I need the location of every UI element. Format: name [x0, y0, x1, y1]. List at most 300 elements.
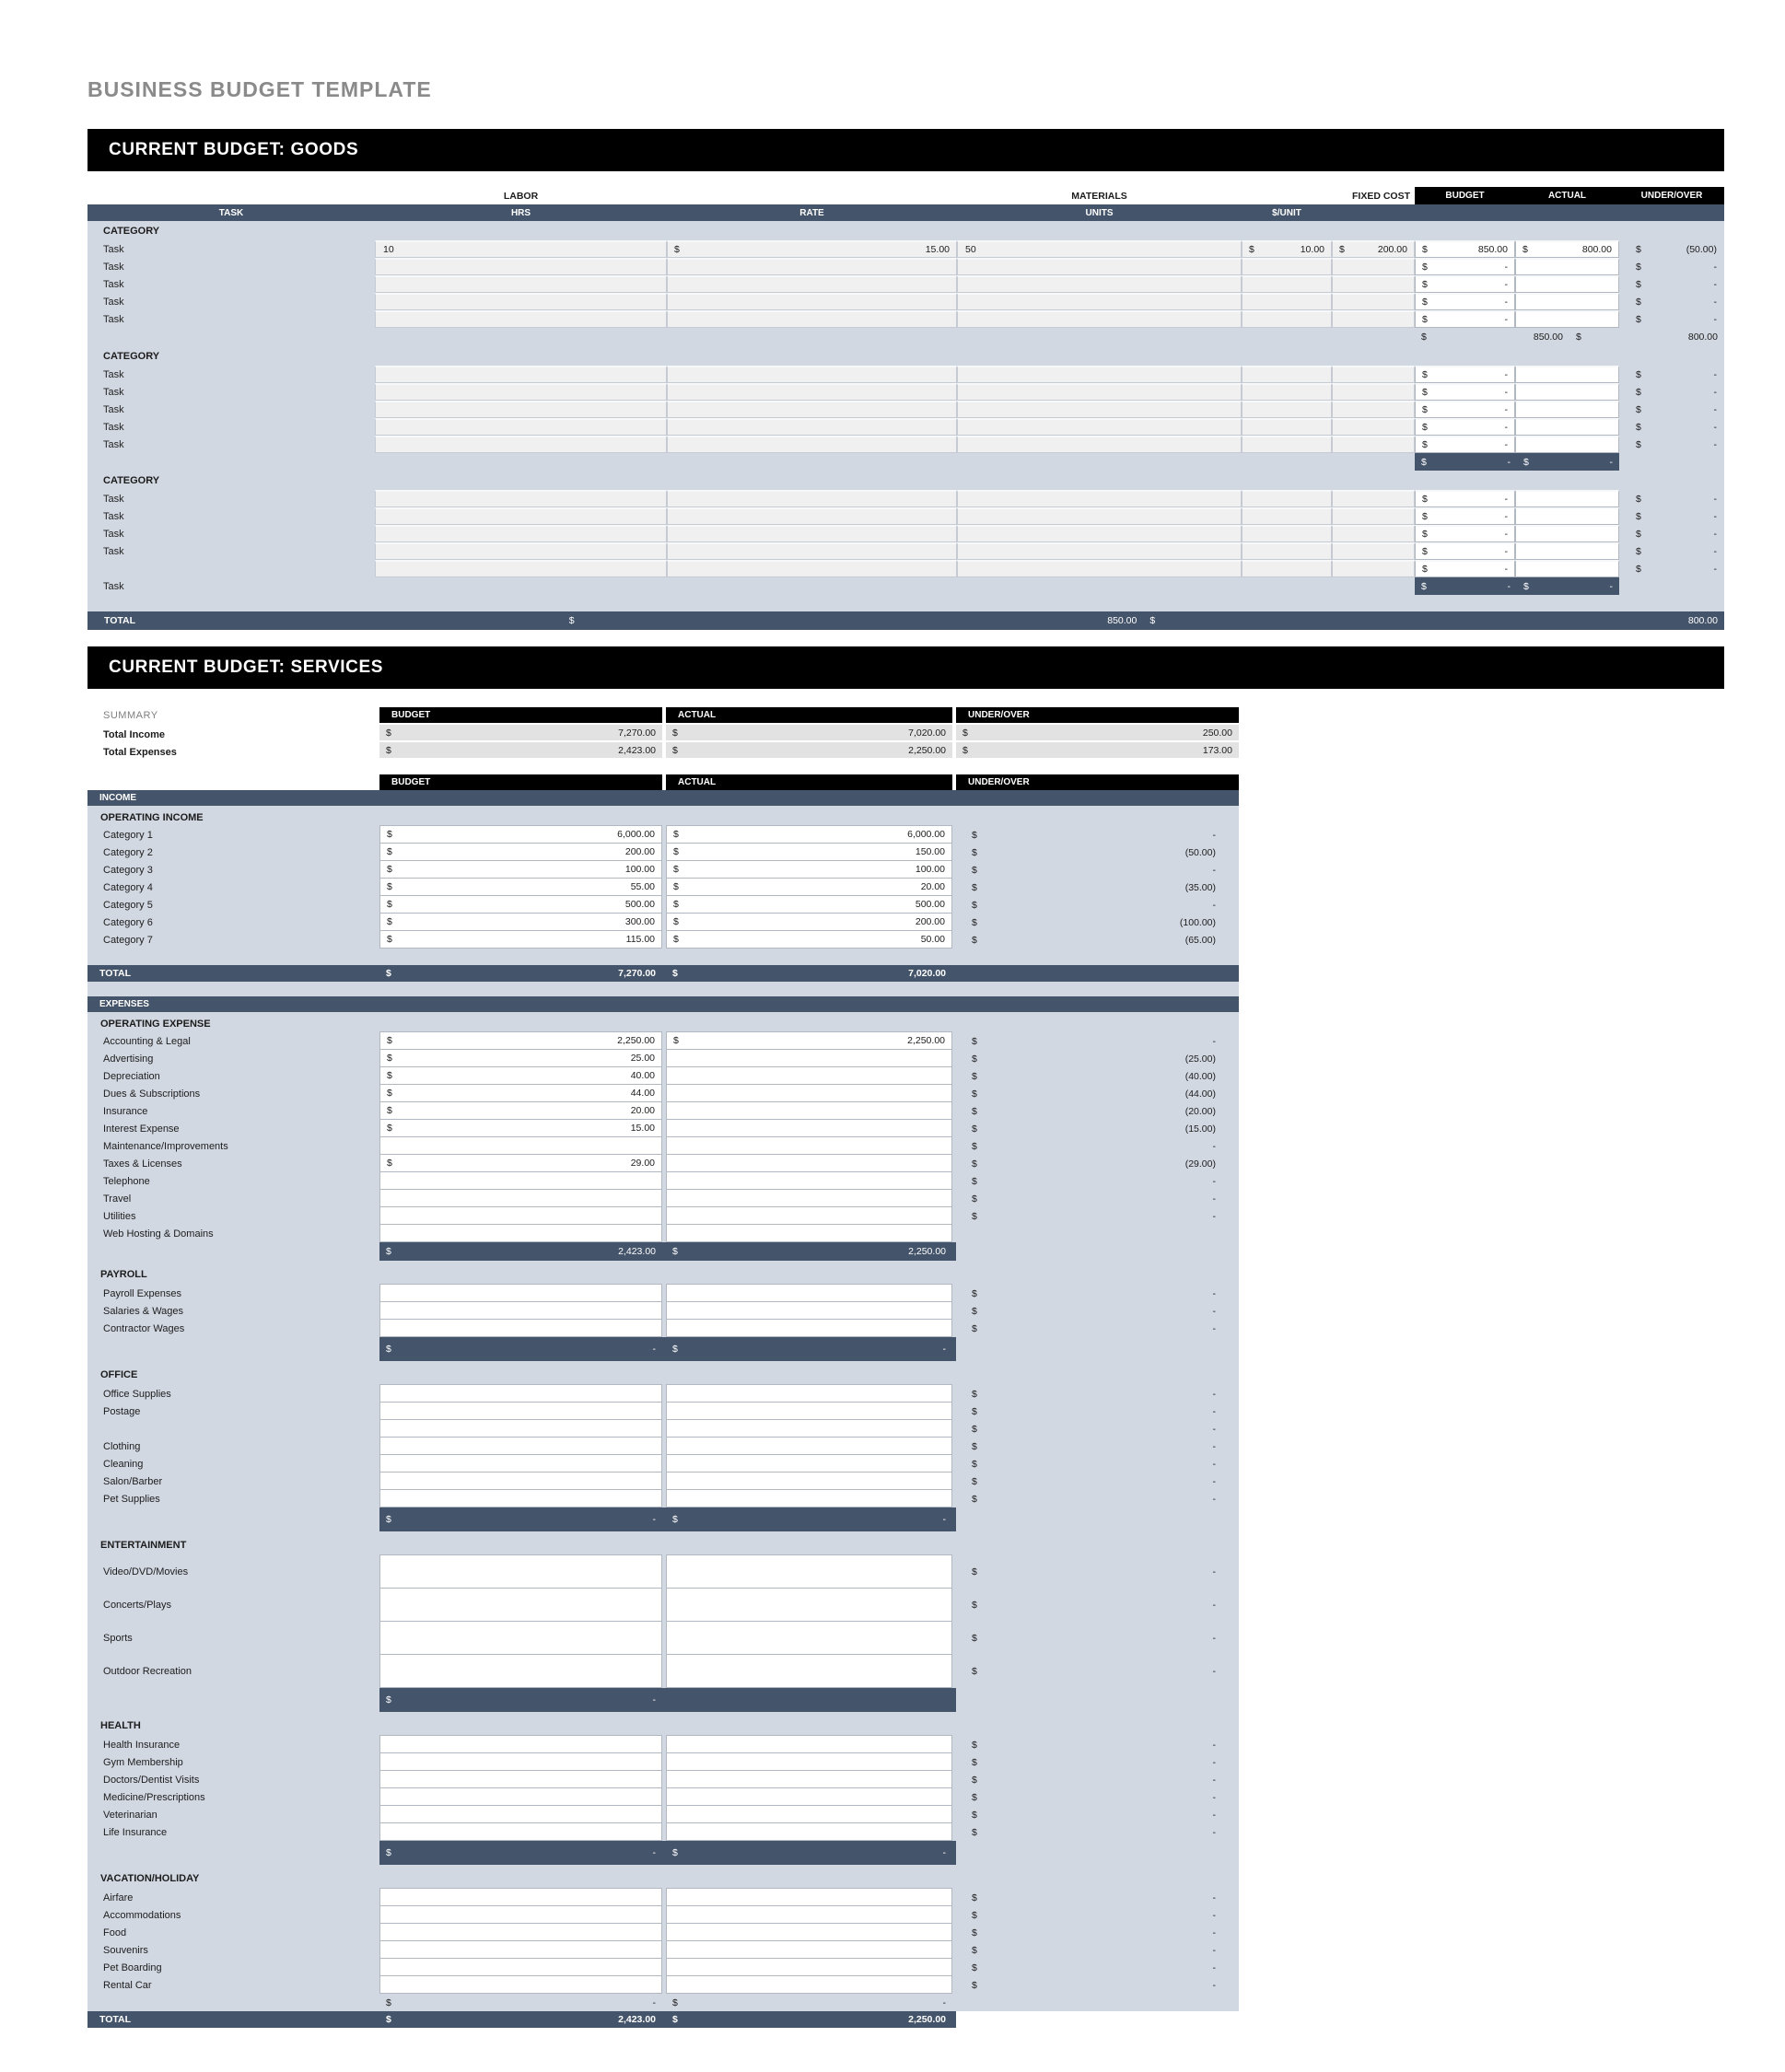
fixed-cost-cell[interactable]	[1332, 542, 1415, 560]
budget-cell[interactable]	[379, 1554, 662, 1589]
total-income-under-over-cell[interactable]	[956, 725, 1239, 740]
unit-cost-cell[interactable]	[1242, 293, 1332, 310]
budget-cell[interactable]	[379, 1189, 662, 1207]
goods-task-row	[88, 240, 1724, 258]
spacer	[667, 187, 957, 204]
rate-cell[interactable]	[667, 240, 957, 258]
actual-cell[interactable]	[666, 860, 952, 879]
row-label: Office Supplies	[103, 1388, 171, 1400]
unit-cost-cell[interactable]	[1242, 310, 1332, 328]
units-cell[interactable]	[957, 293, 1242, 310]
under-over-cell	[1619, 418, 1724, 436]
hrs-cell[interactable]	[375, 310, 667, 328]
unit-cost-cell[interactable]	[1242, 525, 1332, 542]
actual-cell[interactable]	[1515, 240, 1619, 258]
budget-cell[interactable]	[379, 1752, 662, 1771]
under-over-value: (15.00)	[1184, 1123, 1216, 1135]
actual-cell[interactable]	[666, 843, 952, 861]
unit-cost-cell[interactable]	[1242, 490, 1332, 507]
under-over-value: -	[1713, 438, 1717, 450]
actual-cell[interactable]	[1515, 525, 1619, 542]
budget-cell[interactable]	[1415, 525, 1515, 542]
fixed-cost-cell[interactable]	[1332, 507, 1415, 525]
under-over-value: (20.00)	[1184, 1105, 1216, 1117]
actual-cell[interactable]	[666, 878, 952, 896]
actual-cell[interactable]	[666, 1472, 952, 1490]
under-over-value: -	[1212, 864, 1216, 876]
actual-cell[interactable]	[666, 1301, 952, 1320]
hrs-cell[interactable]	[375, 542, 667, 560]
budget-cell[interactable]	[379, 1654, 662, 1688]
budget-cell[interactable]	[379, 1301, 662, 1320]
budget-cell[interactable]	[379, 1787, 662, 1806]
budget-cell[interactable]	[1415, 542, 1515, 560]
group-subtotal-actual	[666, 1841, 952, 1865]
task-label: Task	[103, 403, 124, 415]
actual-cell[interactable]	[666, 1621, 952, 1655]
service-row	[88, 1788, 1239, 1806]
budget-cell[interactable]	[379, 1084, 662, 1102]
actual-cell[interactable]	[666, 1119, 952, 1137]
budget-cell[interactable]	[379, 860, 662, 879]
goods-task-row	[88, 542, 1724, 560]
under-over-value: -	[1212, 1475, 1216, 1487]
actual-cell[interactable]	[666, 1554, 952, 1589]
row-label: Interest Expense	[103, 1123, 180, 1135]
budget-cell[interactable]	[379, 825, 662, 844]
rate-column-header: RATE	[799, 207, 824, 218]
actual-cell[interactable]	[666, 1735, 952, 1753]
budget-cell[interactable]	[379, 1454, 662, 1473]
budget-cell[interactable]	[379, 1031, 662, 1050]
units-cell[interactable]	[957, 418, 1242, 436]
goods-task-row	[88, 401, 1724, 418]
units-cell[interactable]	[957, 258, 1242, 275]
under-over-cell	[956, 1207, 1239, 1225]
service-row	[88, 914, 1239, 931]
fixed-cost-cell[interactable]	[1332, 436, 1415, 453]
budget-cell[interactable]	[379, 1319, 662, 1337]
subtotal-actual	[1517, 453, 1619, 471]
actual-cell[interactable]	[666, 1454, 952, 1473]
actual-cell[interactable]	[666, 1770, 952, 1788]
actual-cell[interactable]	[666, 1154, 952, 1172]
budget-cell[interactable]	[379, 1419, 662, 1438]
budget-cell[interactable]	[379, 1049, 662, 1067]
rate-cell[interactable]	[667, 383, 957, 401]
group-subtotal-actual-value: -	[942, 1344, 946, 1355]
budget-cell[interactable]	[379, 1402, 662, 1420]
actual-cell[interactable]	[666, 1489, 952, 1507]
unit-cost-cell[interactable]	[1242, 258, 1332, 275]
subtotal-budget-value: -	[1507, 580, 1511, 592]
actual-cell[interactable]	[666, 1066, 952, 1085]
hrs-cell[interactable]	[375, 418, 667, 436]
dollar-sign: $	[386, 727, 391, 739]
dollar-sign: $	[972, 1600, 977, 1611]
under-over-cell	[956, 1285, 1239, 1302]
actual-cell[interactable]	[1515, 310, 1619, 328]
task-label: Task	[103, 296, 124, 308]
total-income-actual-cell[interactable]	[666, 725, 952, 740]
units-cell[interactable]	[957, 542, 1242, 560]
units-cell[interactable]	[957, 240, 1242, 258]
budget-cell[interactable]	[1415, 293, 1515, 310]
under-over-cell	[1619, 366, 1724, 383]
materials-group-label: MATERIALS	[1071, 190, 1127, 202]
rate-cell[interactable]	[667, 366, 957, 383]
actual-cell[interactable]	[1515, 490, 1619, 507]
dollar-sign: $	[1636, 386, 1641, 398]
summary-budget-header: BUDGET	[379, 707, 662, 723]
dollar-sign: $	[972, 864, 977, 876]
actual-cell[interactable]	[666, 1384, 952, 1403]
actual-cell[interactable]	[1515, 507, 1619, 525]
hrs-cell[interactable]	[375, 525, 667, 542]
actual-cell[interactable]	[1515, 258, 1619, 275]
actual-cell[interactable]	[666, 1923, 952, 1941]
rate-cell[interactable]	[667, 418, 957, 436]
rate-cell[interactable]	[667, 275, 957, 293]
budget-value: 115.00	[625, 934, 655, 945]
rate-cell[interactable]	[667, 436, 957, 453]
actual-cell[interactable]	[1515, 401, 1619, 418]
row-label: Rental Car	[103, 1979, 152, 1991]
budget-cell[interactable]	[379, 1940, 662, 1959]
budget-cell[interactable]	[379, 1224, 662, 1242]
budget-cell[interactable]	[379, 1805, 662, 1823]
unit-cost-cell[interactable]	[1242, 418, 1332, 436]
budget-cell[interactable]	[1415, 258, 1515, 275]
category-subtotal-row	[88, 328, 1724, 346]
budget-cell[interactable]	[379, 1437, 662, 1455]
actual-cell[interactable]	[666, 825, 952, 844]
actual-cell[interactable]	[666, 1822, 952, 1841]
rate-cell[interactable]	[667, 401, 957, 418]
actual-cell[interactable]	[666, 1975, 952, 1994]
under-over-cell	[956, 1320, 1239, 1337]
budget-cell[interactable]	[379, 1472, 662, 1490]
units-cell[interactable]	[957, 560, 1242, 577]
units-cell[interactable]	[957, 383, 1242, 401]
under-over	[1619, 422, 1724, 433]
actual-cell[interactable]	[1515, 436, 1619, 453]
budget-cell[interactable]	[1415, 401, 1515, 418]
actual-cell[interactable]	[1515, 383, 1619, 401]
row-label: Pet Boarding	[103, 1961, 162, 1973]
fixed-cost-cell[interactable]	[1332, 418, 1415, 436]
budget-cell[interactable]	[1415, 366, 1515, 383]
budget-value: 15.00	[630, 1123, 655, 1134]
rate-value: 15.00	[925, 244, 950, 255]
under-over-cell	[956, 1172, 1239, 1190]
budget-cell[interactable]	[379, 1489, 662, 1507]
service-row	[88, 1924, 1239, 1941]
actual-cell[interactable]	[666, 1787, 952, 1806]
budget-cell[interactable]	[1415, 418, 1515, 436]
dollar-sign: $	[972, 1305, 977, 1317]
units-cell[interactable]	[957, 310, 1242, 328]
row-label: Utilities	[103, 1210, 136, 1222]
hrs-cell[interactable]	[375, 258, 667, 275]
unit-cost-cell[interactable]	[1242, 401, 1332, 418]
unit-cost-cell[interactable]	[1242, 383, 1332, 401]
expense-group-label: OPERATING EXPENSE	[100, 1019, 211, 1030]
service-row	[88, 1102, 1239, 1120]
fixed-cost-cell[interactable]	[1332, 258, 1415, 275]
budget-cell[interactable]	[379, 1384, 662, 1403]
actual-cell[interactable]	[666, 1419, 952, 1438]
actual-cell[interactable]	[666, 1402, 952, 1420]
dollar-sign: $	[387, 881, 392, 892]
budget	[380, 861, 661, 878]
income-total-row-label: TOTAL	[99, 968, 132, 979]
budget-cell[interactable]	[379, 1588, 662, 1622]
unit-cost-cell[interactable]	[1242, 542, 1332, 560]
under-over-cell	[956, 1753, 1239, 1771]
dollar-sign: $	[1422, 494, 1428, 505]
actual-cell[interactable]	[666, 913, 952, 931]
budget-cell[interactable]	[379, 1284, 662, 1302]
dollar-sign: $	[972, 1458, 977, 1470]
budget-cell[interactable]	[1415, 490, 1515, 507]
budget-cell[interactable]	[379, 913, 662, 931]
under-over-cell	[956, 1032, 1239, 1050]
actual-cell[interactable]	[666, 1905, 952, 1924]
hrs-cell[interactable]	[375, 490, 667, 507]
budget-value: -	[1504, 387, 1508, 398]
fixed-cost-cell[interactable]	[1332, 275, 1415, 293]
actual-cell[interactable]	[1515, 542, 1619, 560]
budget-cell[interactable]	[379, 1822, 662, 1841]
budget-cell[interactable]	[379, 1958, 662, 1976]
budget-cell[interactable]	[1415, 240, 1515, 258]
row-label: Outdoor Recreation	[103, 1666, 192, 1677]
income-total-row-budget	[379, 965, 662, 982]
rate-cell[interactable]	[667, 310, 957, 328]
hrs-cell[interactable]	[375, 240, 667, 258]
actual-cell[interactable]	[666, 1206, 952, 1225]
dollar-sign: $	[673, 934, 679, 945]
actual-cell[interactable]	[1515, 293, 1619, 310]
service-row	[88, 1438, 1239, 1455]
actual-cell[interactable]	[666, 1958, 952, 1976]
hrs-cell[interactable]	[375, 275, 667, 293]
budget-cell[interactable]	[379, 930, 662, 949]
unit-cost-cell[interactable]	[1242, 366, 1332, 383]
actual-cell[interactable]	[666, 1888, 952, 1906]
budget-cell[interactable]	[379, 1905, 662, 1924]
actual-cell[interactable]	[666, 1101, 952, 1120]
row-label: Life Insurance	[103, 1826, 168, 1838]
dollar-sign: $	[387, 829, 392, 840]
unit-cost-cell[interactable]	[1242, 560, 1332, 577]
actual-cell[interactable]	[666, 1136, 952, 1155]
budget-cell[interactable]	[379, 1975, 662, 1994]
service-row	[88, 861, 1239, 879]
actual-cell[interactable]	[666, 1940, 952, 1959]
hrs-cell[interactable]	[375, 560, 667, 577]
actual-cell[interactable]	[666, 1752, 952, 1771]
row-label: Gym Membership	[103, 1756, 183, 1768]
actual-cell[interactable]	[1515, 560, 1619, 577]
service-row	[88, 1941, 1239, 1959]
budget-cell[interactable]	[1415, 436, 1515, 453]
budget-cell[interactable]	[379, 1101, 662, 1120]
dollar-sign: $	[1422, 422, 1428, 433]
hrs-column-header: HRS	[510, 207, 531, 218]
dollar-sign: $	[672, 1246, 678, 1257]
fixed-cost-cell[interactable]	[1332, 383, 1415, 401]
dollar-sign: $	[972, 1035, 977, 1047]
hrs-cell[interactable]	[375, 401, 667, 418]
budget-cell[interactable]	[379, 895, 662, 914]
total-expenses-under-over-cell[interactable]	[956, 742, 1239, 758]
actual-cell[interactable]	[666, 1588, 952, 1622]
goods-task-row	[88, 436, 1724, 453]
group-subtotal-budget	[379, 1688, 662, 1712]
fixed-cost-cell[interactable]	[1332, 560, 1415, 577]
dollar-sign: $	[387, 899, 392, 910]
under-over-cell	[1619, 542, 1724, 560]
under-over-value: -	[1212, 1961, 1216, 1973]
actual-cell[interactable]	[666, 895, 952, 914]
under-over-value: -	[1212, 1666, 1216, 1677]
actual-cell[interactable]	[666, 1031, 952, 1050]
fixed-cost-cell[interactable]	[1332, 401, 1415, 418]
units-cell[interactable]	[957, 507, 1242, 525]
units-cell[interactable]	[957, 525, 1242, 542]
dollar-sign: $	[673, 846, 679, 857]
rate-cell[interactable]	[667, 490, 957, 507]
actual-cell[interactable]	[666, 1284, 952, 1302]
rate-cell[interactable]	[667, 507, 957, 525]
budget-cell[interactable]	[379, 1888, 662, 1906]
budget-cell[interactable]	[379, 1923, 662, 1941]
service-row	[88, 1032, 1239, 1050]
budget-cell[interactable]	[1415, 507, 1515, 525]
hrs-cell[interactable]	[375, 507, 667, 525]
fixed-cost-cell[interactable]	[1332, 490, 1415, 507]
actual-cell[interactable]	[666, 1189, 952, 1207]
budget-cell[interactable]	[379, 1066, 662, 1085]
under-over	[1619, 494, 1724, 505]
units-cell[interactable]	[957, 366, 1242, 383]
fixed-cost-cell[interactable]	[1332, 240, 1415, 258]
actual-cell[interactable]	[666, 1319, 952, 1337]
actual-cell[interactable]	[666, 1654, 952, 1688]
category-subtotal-row	[88, 453, 1724, 471]
unit-cost-cell[interactable]	[1242, 275, 1332, 293]
budget-cell[interactable]	[1415, 383, 1515, 401]
spacer	[88, 982, 1239, 996]
rate-cell[interactable]	[667, 560, 957, 577]
actual-cell[interactable]	[666, 1437, 952, 1455]
hrs-cell[interactable]	[375, 436, 667, 453]
under-over	[1619, 314, 1724, 325]
budget-cell[interactable]	[379, 1136, 662, 1155]
budget-cell[interactable]	[1415, 275, 1515, 293]
actual-cell[interactable]	[1515, 275, 1619, 293]
fixed-cost-cell[interactable]	[1332, 366, 1415, 383]
total-expenses-actual-cell[interactable]	[666, 742, 952, 758]
budget-cell[interactable]	[379, 878, 662, 896]
under-over-cell	[956, 826, 1239, 844]
actual-cell[interactable]	[1515, 366, 1619, 383]
budget-value: 25.00	[630, 1053, 655, 1064]
units-cell[interactable]	[957, 436, 1242, 453]
total-expenses-budget-cell[interactable]	[379, 742, 662, 758]
rate-cell[interactable]	[667, 293, 957, 310]
actual-cell[interactable]	[666, 930, 952, 949]
rate-cell[interactable]	[667, 258, 957, 275]
budget-cell[interactable]	[379, 1770, 662, 1788]
actual-cell[interactable]	[666, 1049, 952, 1067]
unit-cost-cell[interactable]	[1242, 507, 1332, 525]
actual-cell[interactable]	[1515, 418, 1619, 436]
dollar-sign: $	[387, 1070, 392, 1081]
group-subtotal-budget	[379, 1994, 662, 2011]
budget	[1416, 262, 1514, 273]
fixed-cost-cell[interactable]	[1332, 310, 1415, 328]
service-row	[88, 1906, 1239, 1924]
unit-cost-cell[interactable]	[1242, 240, 1332, 258]
budget-cell[interactable]	[379, 1206, 662, 1225]
hrs-cell[interactable]	[375, 366, 667, 383]
fixed-cost-cell[interactable]	[1332, 293, 1415, 310]
fixed-cost-cell[interactable]	[1332, 525, 1415, 542]
hrs-cell[interactable]	[375, 293, 667, 310]
actual-cell[interactable]	[666, 1805, 952, 1823]
budget-cell[interactable]	[379, 1154, 662, 1172]
under-over-cell	[956, 1490, 1239, 1507]
hrs-cell[interactable]	[375, 383, 667, 401]
total-income-budget-cell[interactable]	[379, 725, 662, 740]
budget-cell[interactable]	[379, 1171, 662, 1190]
dollar-sign: $	[1421, 580, 1427, 592]
actual-value: 200.00	[915, 916, 945, 927]
budget-cell[interactable]	[379, 1119, 662, 1137]
units-cell[interactable]	[957, 490, 1242, 507]
budget-cell[interactable]	[1415, 310, 1515, 328]
rate-cell[interactable]	[667, 542, 957, 560]
actual-cell[interactable]	[666, 1224, 952, 1242]
budget	[1416, 422, 1514, 433]
unit-cost-cell[interactable]	[1242, 436, 1332, 453]
budget-cell[interactable]	[379, 1735, 662, 1753]
dollar-sign: $	[1422, 404, 1428, 415]
rate-cell[interactable]	[667, 525, 957, 542]
budget-cell[interactable]	[1415, 560, 1515, 577]
budget-cell[interactable]	[379, 843, 662, 861]
dollar-sign: $	[387, 1105, 392, 1116]
units-cell[interactable]	[957, 275, 1242, 293]
actual-cell[interactable]	[666, 1084, 952, 1102]
under-over-value: (35.00)	[1184, 881, 1216, 893]
dollar-sign: $	[674, 244, 680, 255]
budget-cell[interactable]	[379, 1621, 662, 1655]
under-over-value: (25.00)	[1184, 1053, 1216, 1065]
dollar-sign: $	[1422, 511, 1428, 522]
page-title: BUSINESS BUDGET TEMPLATE	[88, 77, 432, 101]
actual-cell[interactable]	[666, 1171, 952, 1190]
total-income-budget-value: 7,270.00	[618, 727, 656, 739]
rate	[668, 244, 956, 255]
under-over	[1619, 529, 1724, 540]
dollar-sign: $	[972, 1666, 977, 1677]
row-label: Contractor Wages	[103, 1322, 185, 1334]
units-cell[interactable]	[957, 401, 1242, 418]
